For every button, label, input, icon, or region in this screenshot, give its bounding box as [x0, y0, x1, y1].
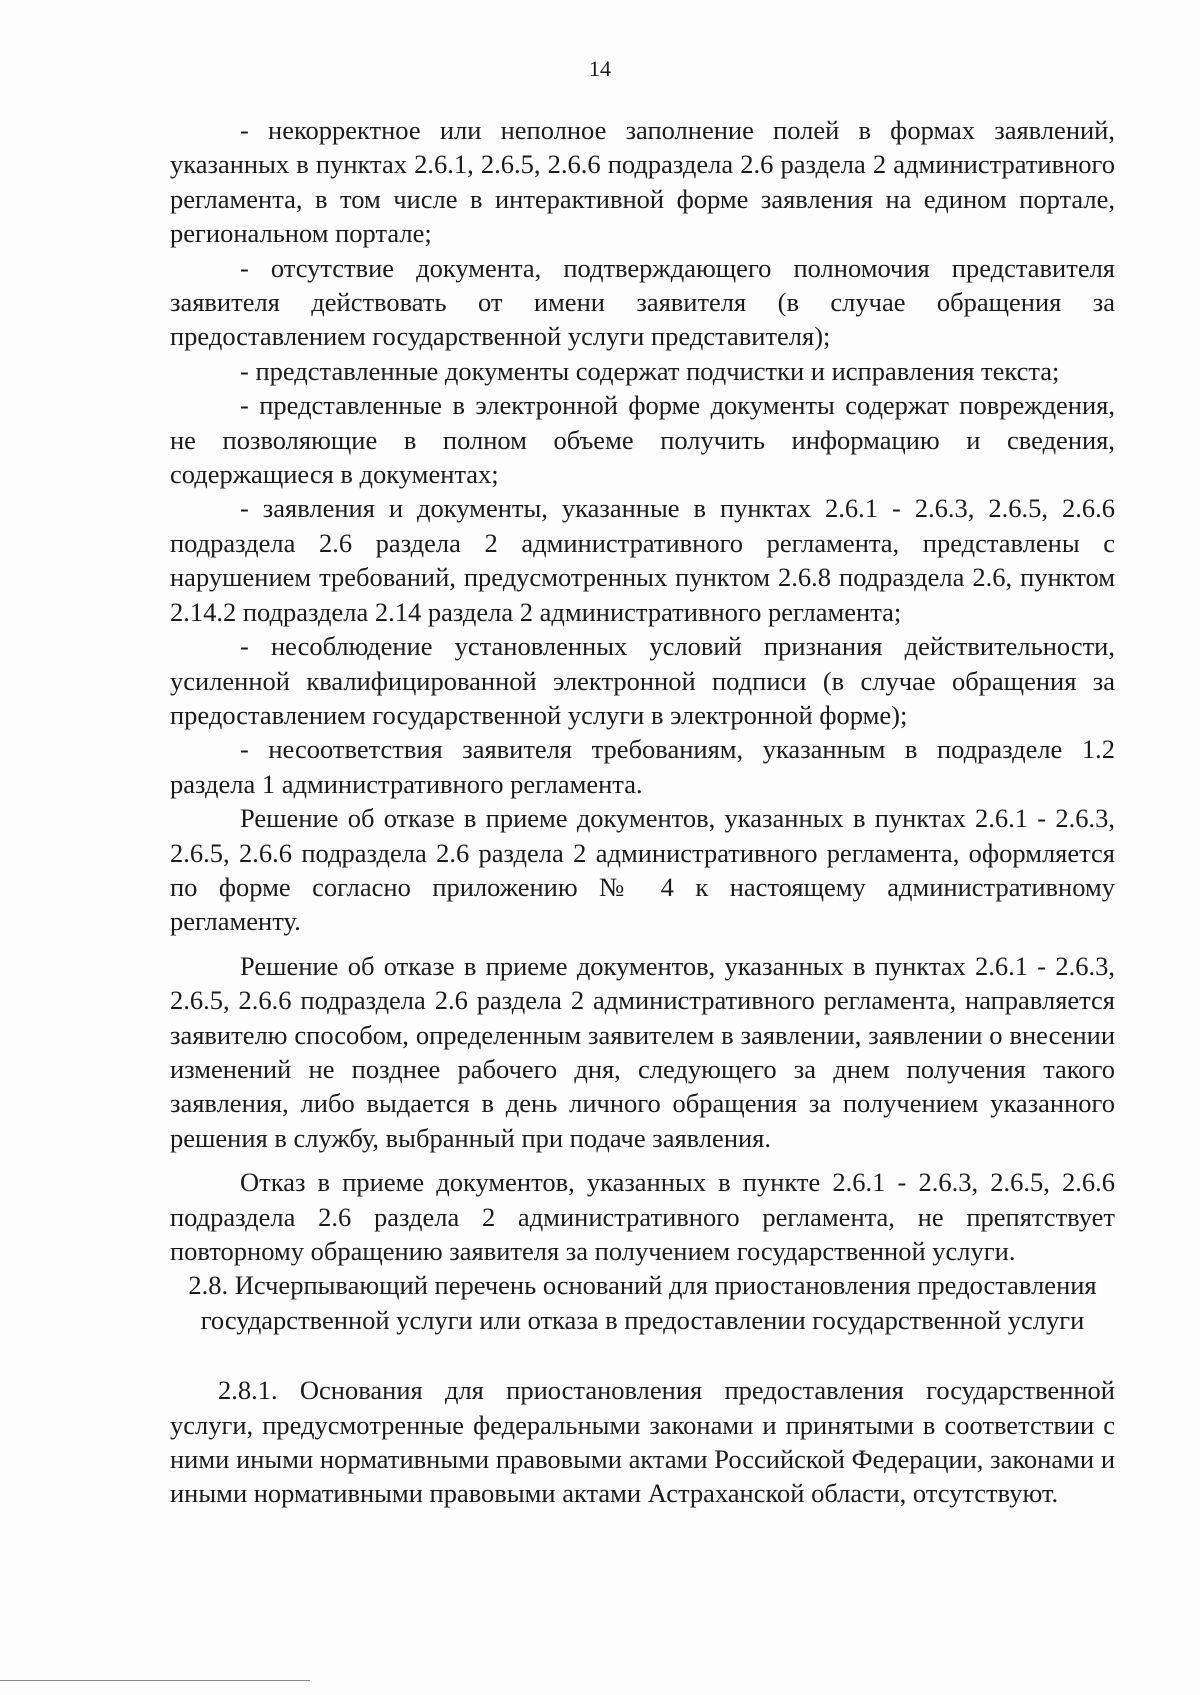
list-item-requirements-violation: - заявления и документы, указанные в пунктах 2.6.1 - 2.6.3, 2.6.5, 2.6.6 подраздела 2.6 раздела 2 административного регламента, представлены с нарушением требований, предусмотренных пунктом 2.6.8 подраздела 2.6, пунктом 2.14.2 подраздела 2.14 раздела 2 административного регламента; [170, 493, 1115, 627]
list-item-applicant-mismatch: - несоответствия заявителя требованиям, указанным в подразделе 1.2 раздела 1 административного регламента. [170, 734, 1115, 799]
list-item-missing-authority-document: - отсутствие документа, подтверждающего полномочия представителя заявителя действовать от имени заявителя (в случае обращения за предоставлением государственной услуги представителя); [170, 252, 1115, 352]
section-heading: 2.8. Исчерпывающий перечень оснований для приостановления предоставления государственной услуги или отказа в предоставлении государственной услуги [188, 1270, 1097, 1335]
paragraph-refusal-form: Решение об отказе в приеме документов, указанных в пунктах 2.6.1 - 2.6.3, 2.6.5, 2.6.6 подраздела 2.6 раздела 2 административного регламента, оформляется по форме согласно приложению № 4 к настоящему административному регламенту. [170, 803, 1115, 937]
page-number: 14 [589, 56, 611, 81]
document-body [170, 113, 1115, 1511]
list-item-incorrect-filling: - некорректное или неполное заполнение полей в формах заявлений, указанных в пунктах 2.6.1, 2.6.5, 2.6.6 подраздела 2.6 раздела 2 административного регламента, в том числе в интерактивной форме заявления на едином портале, региональном портале; [170, 115, 1115, 249]
paragraph-suspension-grounds: 2.8.1. Основания для приостановления предоставления государственной услуги, предусмотренные федеральными законами и принятыми в соответствии с ними иными нормативными правовыми актами Российской Федерации, законами и иными нормативными правовыми актами Астраханской области, отсутствуют. [170, 1375, 1115, 1509]
paragraph-refusal-no-obstacle: Отказ в приеме документов, указанных в пункте 2.6.1 - 2.6.3, 2.6.5, 2.6.6 подраздела 2.6 раздела 2 административного регламента, не препятствует повторному обращению заявителя за получением государственной услуги. [170, 1167, 1115, 1266]
scan-edge-line [0, 1680, 310, 1681]
list-item-signature-invalid: - несоблюдение установленных условий признания действительности, усиленной квалифицированной электронной подписи (в случае обращения за предоставлением государственной услуги в электронной форме); [170, 631, 1115, 730]
list-item-electronic-damage: - представленные в электронной форме документы содержат повреждения, не позволяющие в полном объеме получить информацию и сведения, содержащиеся в документах; [170, 390, 1115, 490]
paragraph-refusal-delivery: Решение об отказе в приеме документов, указанных в пунктах 2.6.1 - 2.6.3, 2.6.5, 2.6.6 подраздела 2.6 раздела 2 административного регламента, направляется заявителю способом, определенным заявителем в заявлении, заявлении о внесении изменений не позднее рабочего дня, следующего за днем получения такого заявления, либо выдается в день личного обращения за получением указанного решения в службу, выбранный при подаче заявления. [170, 950, 1115, 1153]
list-item-erasures: - представленные документы содержат подчистки и исправления текста; [240, 355, 1060, 386]
